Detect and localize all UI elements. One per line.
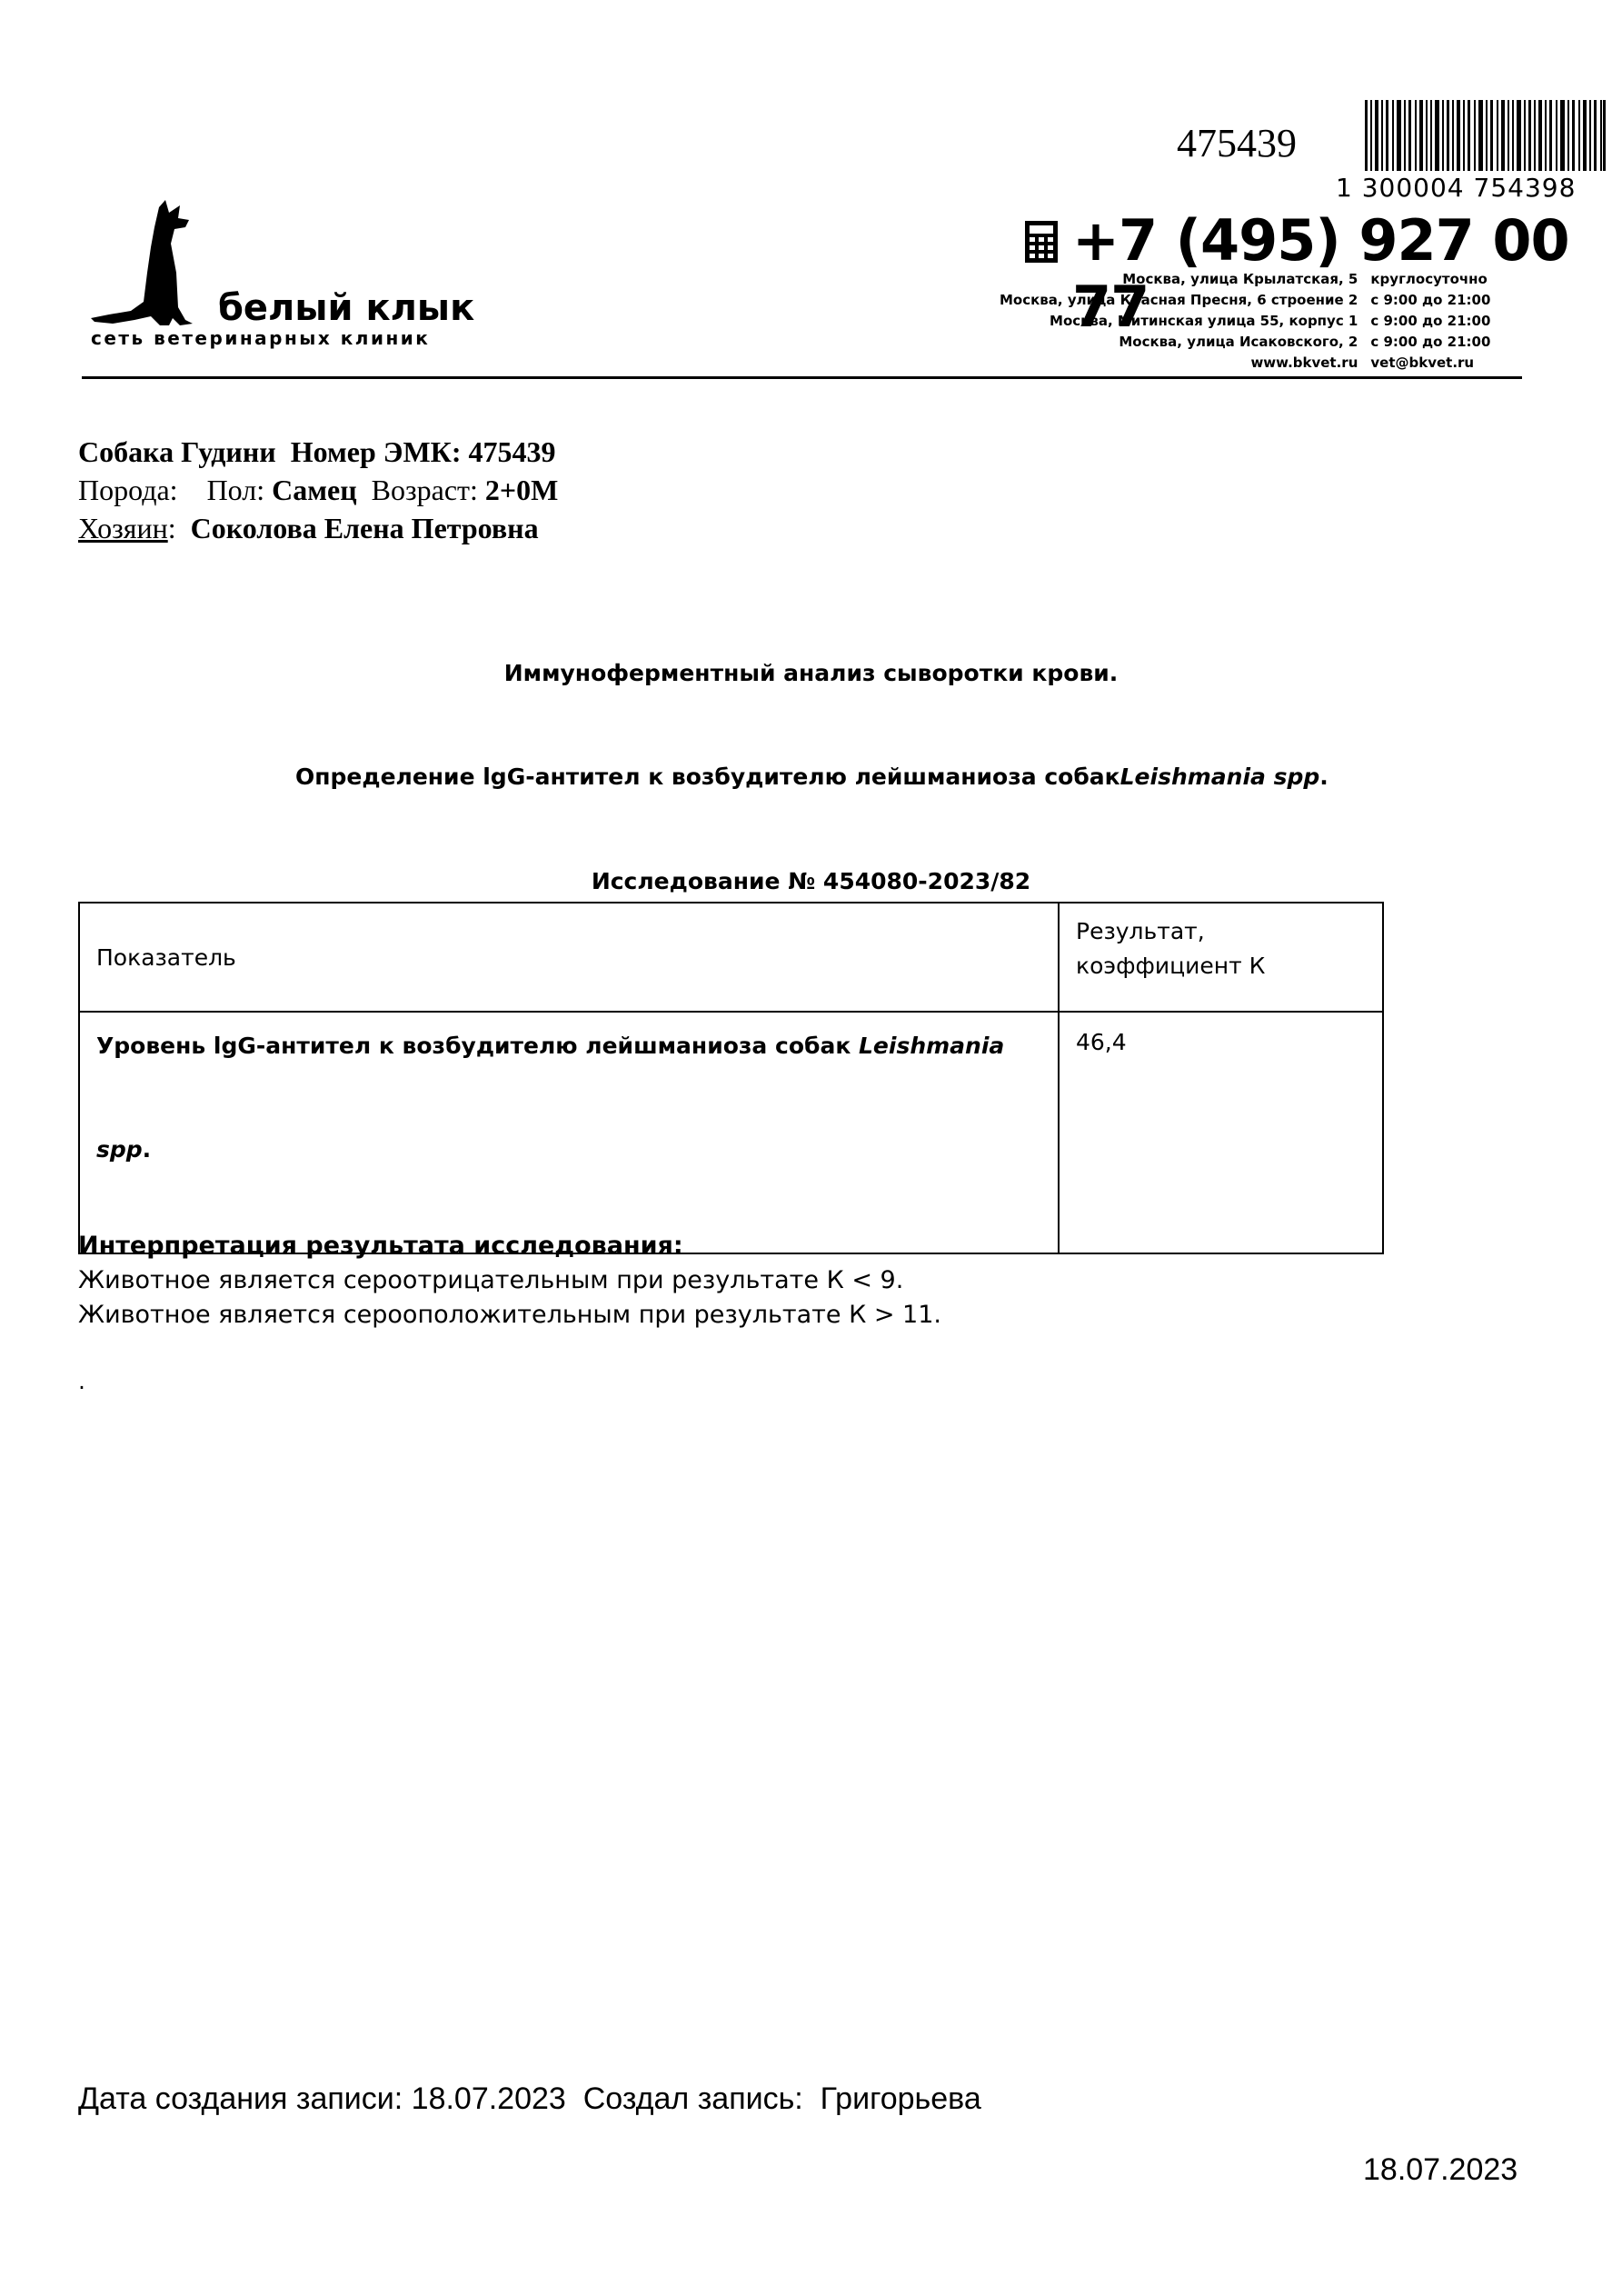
stray-dot: .: [78, 1368, 85, 1394]
calculator-phone-icon: [1025, 221, 1058, 263]
address: Москва, улица Исаковского, 2: [1119, 334, 1358, 350]
address-row: [1000, 269, 1490, 290]
col-result: [1059, 903, 1383, 1012]
indicator-italic-2: spp: [96, 1136, 143, 1163]
indicator-text: Уровень lgG-антител к возбудителю лейшманиоза собак: [96, 1033, 859, 1059]
address: Москва, улица Крылатская, 5: [1122, 271, 1358, 287]
hours: с 9:00 до 21:00: [1370, 313, 1491, 329]
indicator-cell: Уровень lgG-антител к возбудителю лейшманиоза собак Leishmania spp.: [79, 1012, 1059, 1253]
subtitle-text: Определение lgG-антител к возбудителю лейшманиоза собак: [295, 764, 1120, 790]
address-row: [1000, 332, 1490, 353]
document-title: Иммуноферментный анализ сыворотки крови.: [503, 660, 1119, 686]
owner-label: Хозяин: [78, 512, 168, 544]
interpretation: [78, 1229, 941, 1333]
subtitle-italic: Leishmania spp: [1119, 764, 1320, 790]
hours: с 9:00 до 21:00: [1370, 292, 1491, 308]
indicator-italic-1: Leishmania: [859, 1033, 1005, 1059]
patient-line-2: [78, 471, 558, 509]
clinic-addresses: [1000, 269, 1490, 374]
study-number: Исследование № 454080-2023/82: [591, 868, 1031, 894]
interpretation-title: Интерпретация результата исследования:: [78, 1232, 683, 1260]
address: Москва, Митинская улица 55, корпус 1: [1050, 313, 1358, 329]
brand-name: белый клык: [218, 287, 475, 329]
record-footer: [78, 2081, 981, 2117]
breed-label: Порода:: [78, 474, 178, 506]
address-row: [1000, 290, 1490, 311]
address-row: [1000, 311, 1490, 332]
address: Москва, улица Красная Пресня, 6 строение 2: [1000, 292, 1358, 308]
emk-label: Номер ЭМК:: [290, 435, 462, 468]
barcode-number: 1 300004 754398: [1336, 173, 1577, 203]
created-date: 18.07.2023: [411, 2081, 566, 2116]
col-result-line1: Результат,: [1076, 918, 1205, 944]
address-row: [1000, 353, 1490, 374]
document-subtitle: Определение lgG-антител к возбудителю лейшманиоза собакLeishmania spp.: [295, 764, 1328, 790]
print-date: 18.07.2023: [1363, 2152, 1518, 2187]
table-header-row: [79, 903, 1383, 1012]
brand-subtitle: сеть ветеринарных клиник: [91, 327, 431, 349]
interpretation-line-2: Животное является серооположительным при результате К > 11.: [78, 1301, 941, 1329]
hours: круглосуточно: [1370, 271, 1488, 287]
barcode: [1365, 100, 1606, 171]
interpretation-line-1: Животное является сероотрицательным при результате К < 9.: [78, 1266, 904, 1294]
created-label: Дата создания записи:: [78, 2081, 403, 2116]
patient-line-3: Хозяин: Соколова Елена Петровна: [78, 512, 539, 544]
sex-value: Самец: [272, 474, 357, 506]
emk-number: 475439: [468, 435, 556, 468]
clinic-phone[interactable]: +7 (495) 927 00 77: [1072, 207, 1569, 340]
col-result-line2: коэффициент К: [1076, 953, 1266, 979]
results-table: [78, 902, 1384, 1254]
patient-name: Собака Гудини: [78, 435, 276, 468]
table-row: [79, 1012, 1383, 1253]
result-value: 46,4: [1059, 1012, 1383, 1253]
sex-label: Пол:: [206, 474, 265, 506]
patient-info: [78, 433, 558, 547]
header-divider: [82, 376, 1522, 379]
age-value: 2+0М: [484, 474, 559, 506]
patient-line-1: [78, 433, 558, 471]
emk-number-top: 475439: [1177, 121, 1297, 165]
author-label: Создал запись:: [582, 2081, 803, 2116]
email-link[interactable]: vet@bkvet.ru: [1370, 354, 1475, 371]
hours: с 9:00 до 21:00: [1370, 334, 1491, 350]
wolf-logo-icon: [91, 200, 209, 332]
owner-name: Соколова Елена Петровна: [190, 512, 539, 544]
author-name: Григорьева: [820, 2081, 981, 2116]
age-label: Возраст:: [371, 474, 478, 506]
col-indicator: Показатель: [79, 903, 1059, 1012]
website-link[interactable]: www.bkvet.ru: [1250, 354, 1358, 371]
